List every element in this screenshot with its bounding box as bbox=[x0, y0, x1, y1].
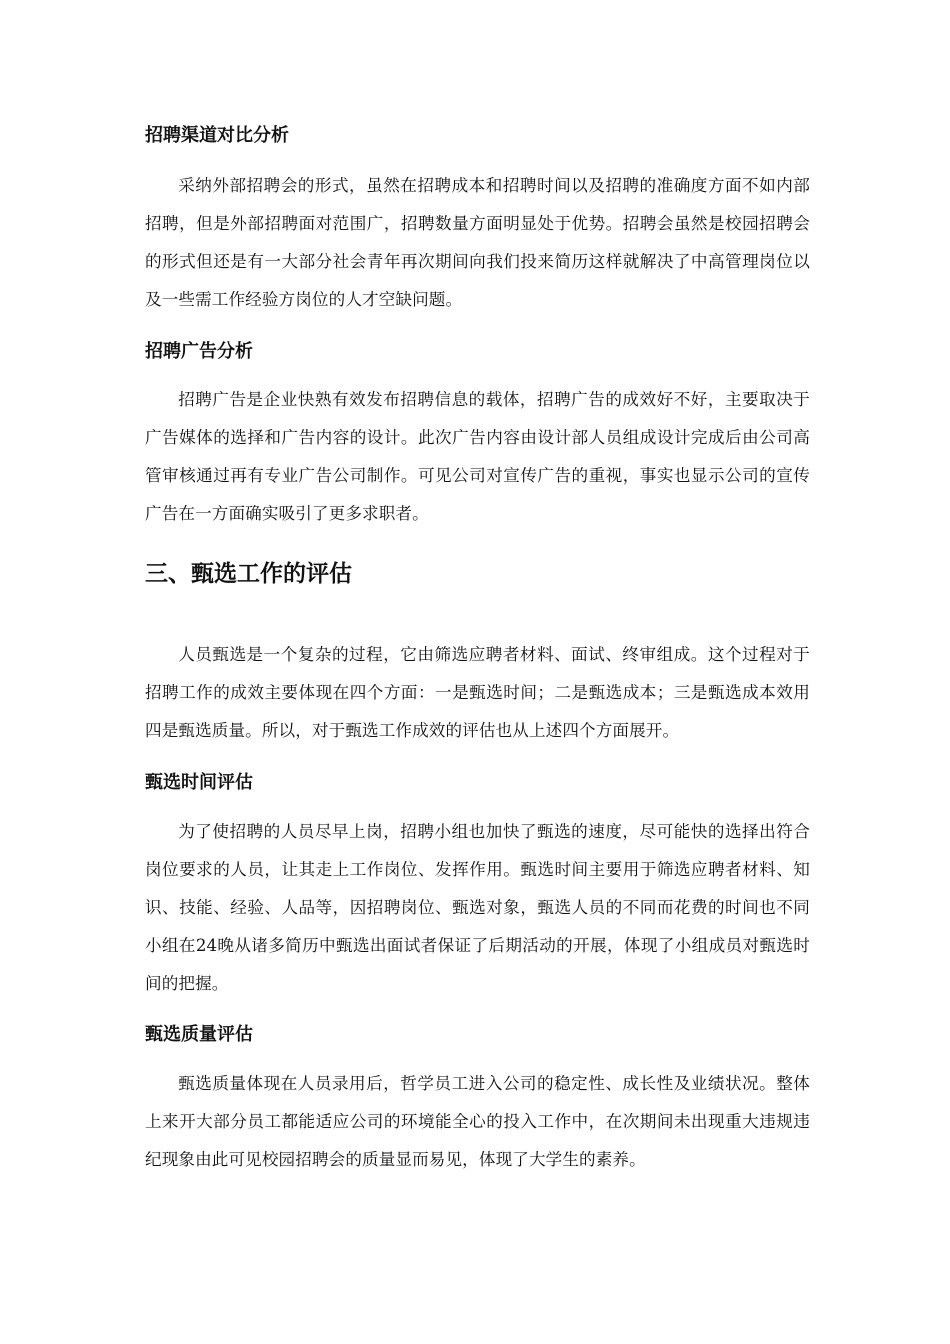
heading-screening-quality: 甄选质量评估 bbox=[145, 1024, 253, 1045]
heading-screening-evaluation: 三、甄选工作的评估 bbox=[145, 561, 352, 587]
paragraph-screening-time: 为了使招聘的人员尽早上岗，招聘小组也加快了甄选的速度，尽可能快的选择出符合岗位要求的人员，让其走上工作岗位、发挥作用。甄选时间主要用于筛选应聘者材料、知识、技能、经验、人品等，因招聘岗位、甄选对象，甄选人员的不同而花费的时间也不同小组在24晚从诸多简历中甄选出面试者保证了后期活动的开展，体现了小组成员对甄选时间的把握。 bbox=[145, 822, 810, 993]
paragraph-advert-analysis: 招聘广告是企业快熟有效发布招聘信息的载体，招聘广告的成效好不好，主要取决于广告媒体的选择和广告内容的设计。此次广告内容由设计部人员组成设计完成后由公司高管审核通过再有专业广告公司制作。可见公司对宣传广告的重视，事实也显示公司的宣传广告在一方面确实吸引了更多求职者。 bbox=[145, 390, 810, 523]
heading-screening-time: 甄选时间评估 bbox=[145, 772, 253, 793]
paragraph-screening-evaluation: 人员甄选是一个复杂的过程，它由筛选应聘者材料、面试、终审组成。这个过程对于招聘工作的成效主要体现在四个方面：一是甄选时间；二是甄选成本；三是甄选成本效用四是甄选质量。所以，对于甄选工作成效的评估也从上述四个方面展开。 bbox=[145, 645, 810, 740]
heading-channel-analysis: 招聘渠道对比分析 bbox=[145, 125, 289, 146]
paragraph-channel-analysis: 采纳外部招聘会的形式，虽然在招聘成本和招聘时间以及招聘的准确度方面不如内部招聘，但是外部招聘面对范围广，招聘数量方面明显处于优势。招聘会虽然是校园招聘会的形式但还是有一大部分社会青年再次期间向我们投来简历这样就解决了中高管理岗位以及一些需工作经验方岗位的人才空缺问题。 bbox=[145, 176, 810, 309]
paragraph-screening-quality: 甄选质量体现在人员录用后，哲学员工进入公司的稳定性、成长性及业绩状况。整体上来开大部分员工都能适应公司的环境能全心的投入工作中，在次期间未出现重大违规违纪现象由此可见校园招聘会的质量显而易见，体现了大学生的素养。 bbox=[145, 1074, 810, 1169]
heading-advert-analysis: 招聘广告分析 bbox=[145, 341, 253, 362]
